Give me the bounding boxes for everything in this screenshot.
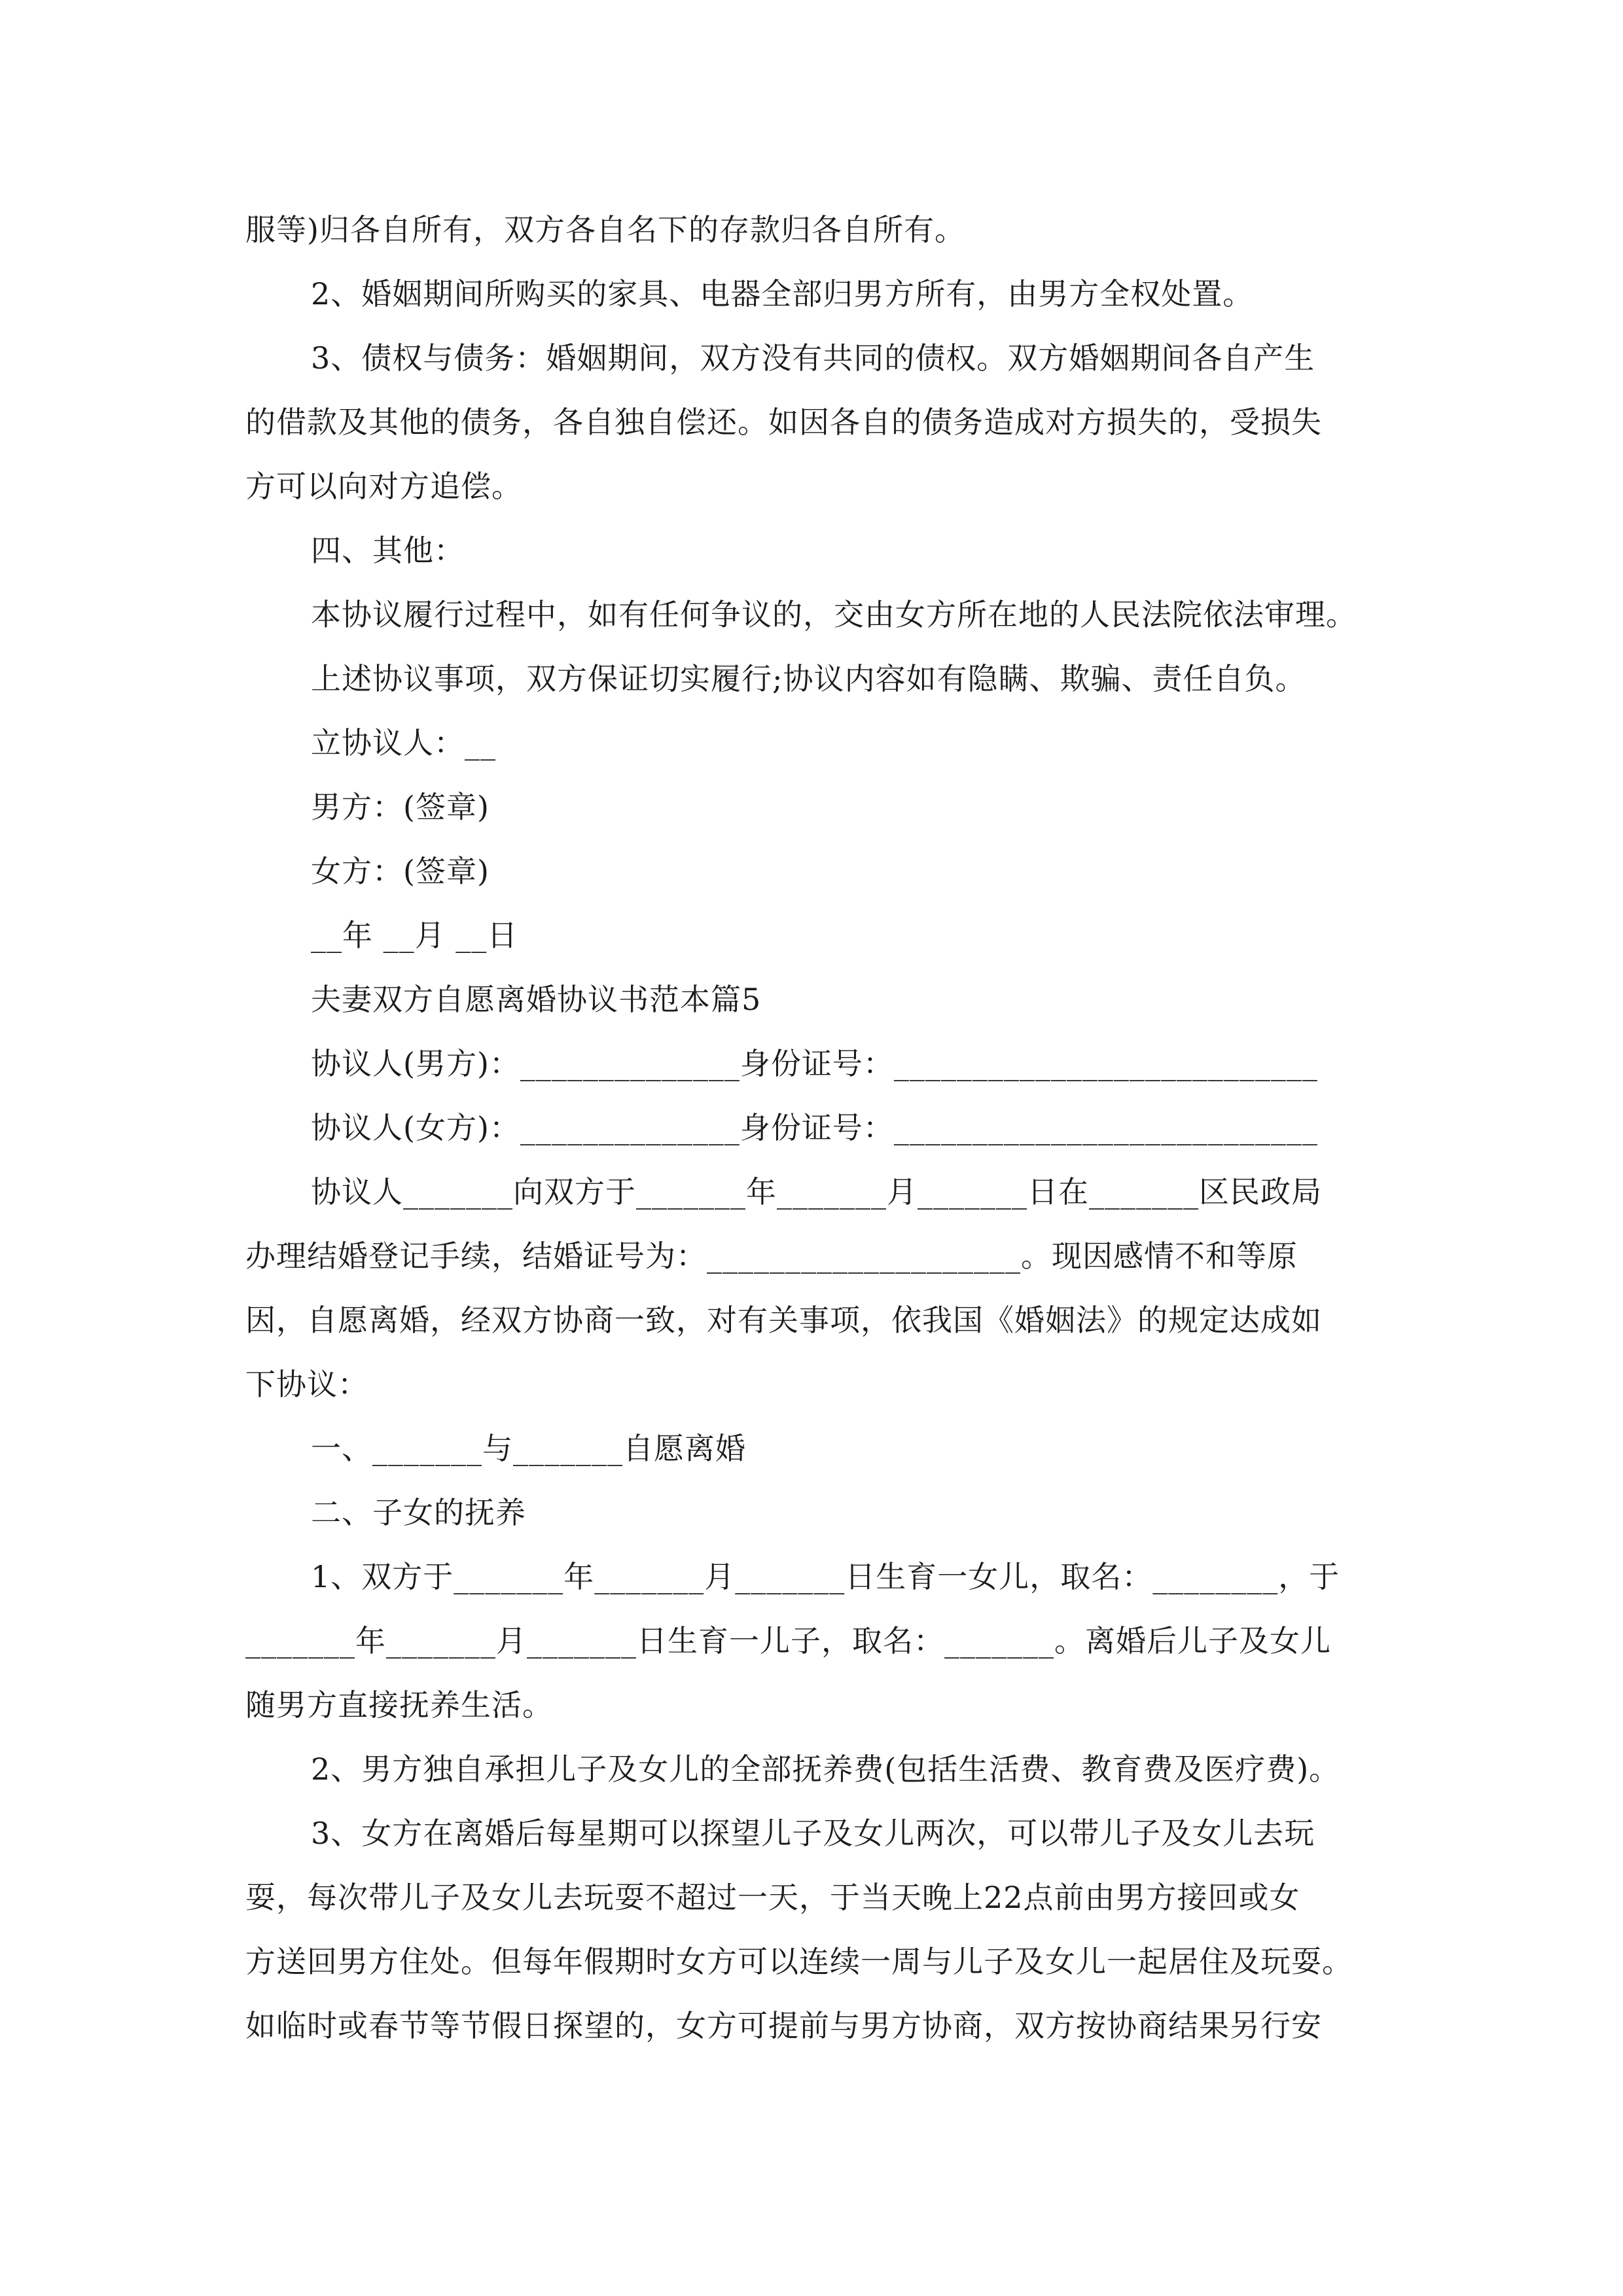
- paragraph-line: 服等)归各自所有，双方各自名下的存款归各自所有。: [245, 212, 965, 247]
- paragraph-line: 因，自愿离婚，经双方协商一致，对有关事项，依我国《婚姻法》的规定达成如: [245, 1302, 1322, 1338]
- paragraph-line: 的借款及其他的债务，各自独自偿还。如因各自的债务造成对方损失的，受损失: [245, 404, 1322, 440]
- date-line: __年 __月 __日: [311, 918, 518, 953]
- paragraph-line: 本协议履行过程中，如有任何争议的，交由女方所在地的人民法院依法审理。: [311, 597, 1357, 632]
- clause-line: 一、_______与_______自愿离婚: [311, 1431, 746, 1466]
- paragraph-line: 如临时或春节等节假日探望的，女方可提前与男方协商，双方按协商结果另行安: [245, 2008, 1322, 2043]
- signature-female: 女方：(签章): [311, 853, 490, 889]
- section-heading: 四、其他：: [311, 533, 465, 568]
- paragraph-line: 耍，每次带儿子及女儿去玩耍不超过一天，于当天晚上22点前由男方接回或女: [245, 1880, 1300, 1915]
- paragraph-line: 1、双方于_______年_______月_______日生育一女儿，取名：________，于: [311, 1559, 1340, 1594]
- paragraph-line: 3、债权与债务：婚姻期间，双方没有共同的债权。双方婚姻期间各自产生: [311, 340, 1315, 376]
- paragraph-line: 下协议：: [245, 1367, 368, 1402]
- paragraph-line: 上述协议事项，双方保证切实履行;协议内容如有隐瞒、欺骗、责任自负。: [311, 661, 1306, 696]
- signatory-line: 立协议人：__: [311, 725, 496, 761]
- party-female-line: 协议人(女方)：______________身份证号：___________________________: [311, 1110, 1318, 1145]
- paragraph-line: 2、婚姻期间所购买的家具、电器全部归男方所有，由男方全权处置。: [311, 276, 1254, 312]
- section-heading: 二、子女的抚养: [311, 1495, 526, 1530]
- party-male-line: 协议人(男方)：______________身份证号：___________________________: [311, 1046, 1318, 1081]
- paragraph-line: 办理结婚登记手续，结婚证号为：____________________。现因感情不和等原: [245, 1238, 1298, 1274]
- paragraph-line: 随男方直接抚养生活。: [245, 1687, 553, 1723]
- paragraph-line: 方可以向对方追偿。: [245, 469, 522, 504]
- paragraph-line: _______年_______月_______日生育一儿子，取名：_______。离婚后儿子及女儿: [245, 1623, 1331, 1659]
- signature-male: 男方：(签章): [311, 789, 490, 825]
- paragraph-line: 3、女方在离婚后每星期可以探望儿子及女儿两次，可以带儿子及女儿去玩: [311, 1816, 1315, 1851]
- paragraph-line: 2、男方独自承担儿子及女儿的全部抚养费(包括生活费、教育费及医疗费)。: [311, 1751, 1340, 1787]
- document-body: [245, 198, 1384, 2058]
- paragraph-line: 方送回男方住处。但每年假期时女方可以连续一周与儿子及女儿一起居住及玩耍。: [245, 1944, 1353, 1979]
- paragraph-line: 协议人_______向双方于_______年_______月_______日在_______区民政局: [311, 1174, 1322, 1210]
- document-title: 夫妻双方自愿离婚协议书范本篇5: [311, 982, 762, 1017]
